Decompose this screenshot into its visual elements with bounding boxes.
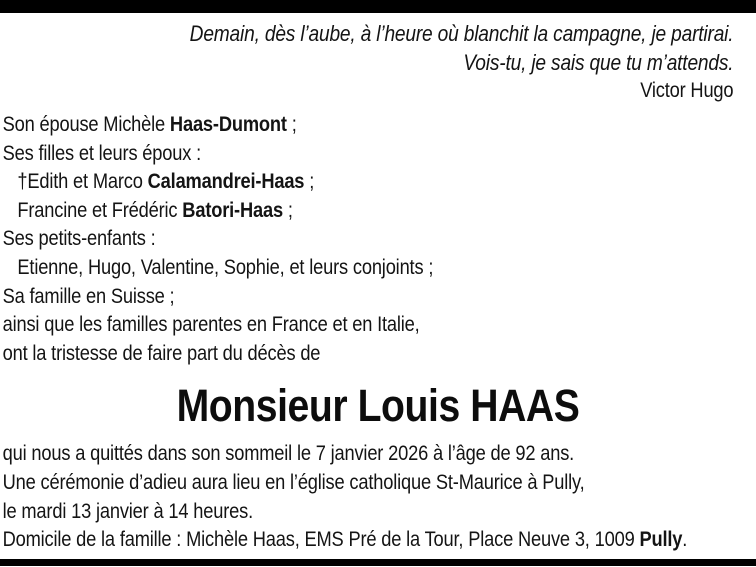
notice-content xyxy=(0,13,756,555)
text-line: Ses petits-enfants : xyxy=(2,227,156,251)
bottom-border xyxy=(0,559,756,566)
family-announcement xyxy=(3,111,756,368)
text-line: Domicile de la famille : Michèle Haas, EMS Pré de la Tour, Place Neuve 3, 1009 Pully. xyxy=(2,528,688,552)
text-line: le mardi 13 janvier à 14 heures. xyxy=(2,499,253,523)
text-line: ont la tristesse de faire part du décès de xyxy=(2,341,321,365)
quote-line: Demain, dès l’aube, à l’heure où blanchit la campagne, je partirai. xyxy=(189,21,734,46)
text-line: Francine et Frédéric Batori-Haas ; xyxy=(17,198,293,222)
quote-line: Vois-tu, je sais que tu m’attends. xyxy=(463,49,734,75)
top-border xyxy=(0,0,756,13)
text-line: qui nous a quittés dans son sommeil le 7 janvier 2026 à l’âge de 92 ans. xyxy=(2,442,575,466)
text-line: Une cérémonie d’adieu aura lieu en l’église catholique St-Maurice à Pully, xyxy=(2,471,585,495)
memorial-quote xyxy=(0,20,733,106)
text-line: Sa famille en Suisse ; xyxy=(2,284,175,308)
deceased-name-title: Monsieur Louis HAAS xyxy=(176,380,580,432)
quote-attribution: Victor Hugo xyxy=(640,79,734,103)
ceremony-details xyxy=(3,440,756,554)
text-line: Etienne, Hugo, Valentine, Sophie, et leurs conjoints ; xyxy=(17,256,434,280)
text-line: ainsi que les familles parentes en France et en Italie, xyxy=(2,313,420,337)
text-line: †Edith et Marco Calamandrei-Haas ; xyxy=(17,170,315,194)
text-line: Ses filles et leurs époux : xyxy=(2,141,202,165)
text-line: Son épouse Michèle Haas-Dumont ; xyxy=(2,113,297,137)
